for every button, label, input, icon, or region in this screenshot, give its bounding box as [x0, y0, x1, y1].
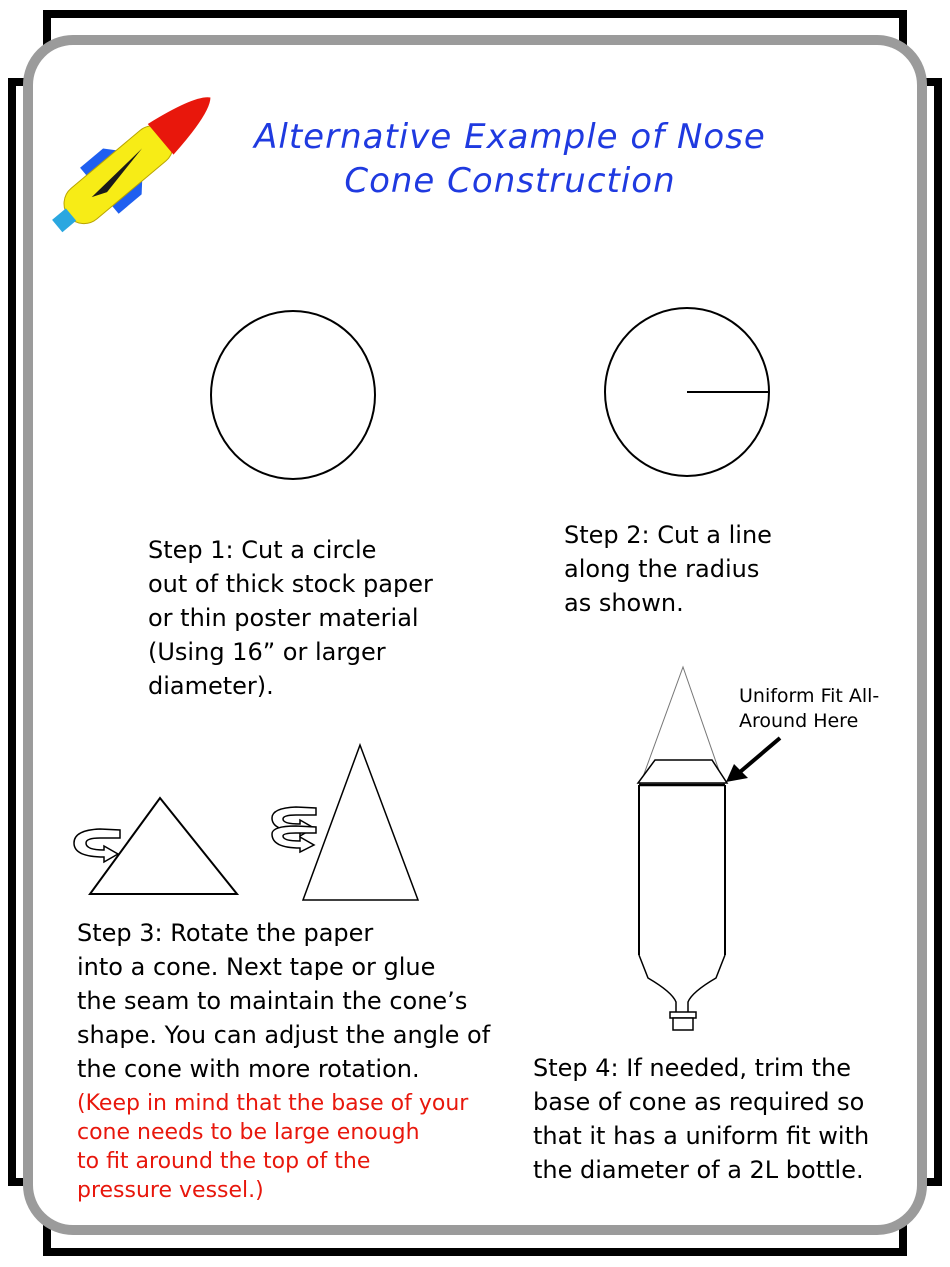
step4-line: Step 4: If needed, trim the [533, 1054, 851, 1082]
step1-line: out of thick stock paper [148, 570, 433, 598]
step4-line: that it has a uniform fit with [533, 1122, 870, 1150]
annotation-line: Around Here [739, 710, 859, 732]
step4-text [533, 1051, 869, 1187]
step2-line: along the radius [564, 555, 760, 583]
bottle-cap-ring [670, 1012, 696, 1018]
bottle-shoulder [638, 760, 727, 783]
annotation-line: Uniform Fit All- [739, 685, 880, 707]
bottle-nozzle [673, 1018, 693, 1030]
step3-note-line: (Keep in mind that the base of your [77, 1091, 469, 1116]
step4-line: base of cone as required so [533, 1088, 865, 1116]
step3-line: the seam to maintain the cone’s [77, 987, 468, 1015]
step3-note-line: cone needs to be large enough [77, 1120, 420, 1145]
step1-line: Step 1: Cut a circle [148, 536, 377, 564]
pointer-arrow-icon [726, 738, 780, 782]
step3-line: shape. You can adjust the angle of [77, 1021, 491, 1049]
step3-note-line: pressure vessel.) [77, 1178, 264, 1203]
step3-line: Step 3: Rotate the paper [77, 919, 374, 947]
step1-line: or thin poster material [148, 604, 419, 632]
title-line-2: Cone Construction [344, 161, 676, 201]
step1-line: diameter). [148, 672, 274, 700]
step3-note-line: to fit around the top of the [77, 1149, 371, 1174]
step2-line: as shown. [564, 589, 684, 617]
step4-line: the diameter of a 2L bottle. [533, 1156, 864, 1184]
step2-line: Step 2: Cut a line [564, 521, 772, 549]
uniform-fit-annotation [739, 684, 879, 734]
step3-line: into a cone. Next tape or glue [77, 953, 436, 981]
step3-line: the cone with more rotation. [77, 1055, 420, 1083]
step1-line: (Using 16” or larger [148, 638, 386, 666]
title-line-1: Alternative Example of Nose [254, 117, 766, 157]
